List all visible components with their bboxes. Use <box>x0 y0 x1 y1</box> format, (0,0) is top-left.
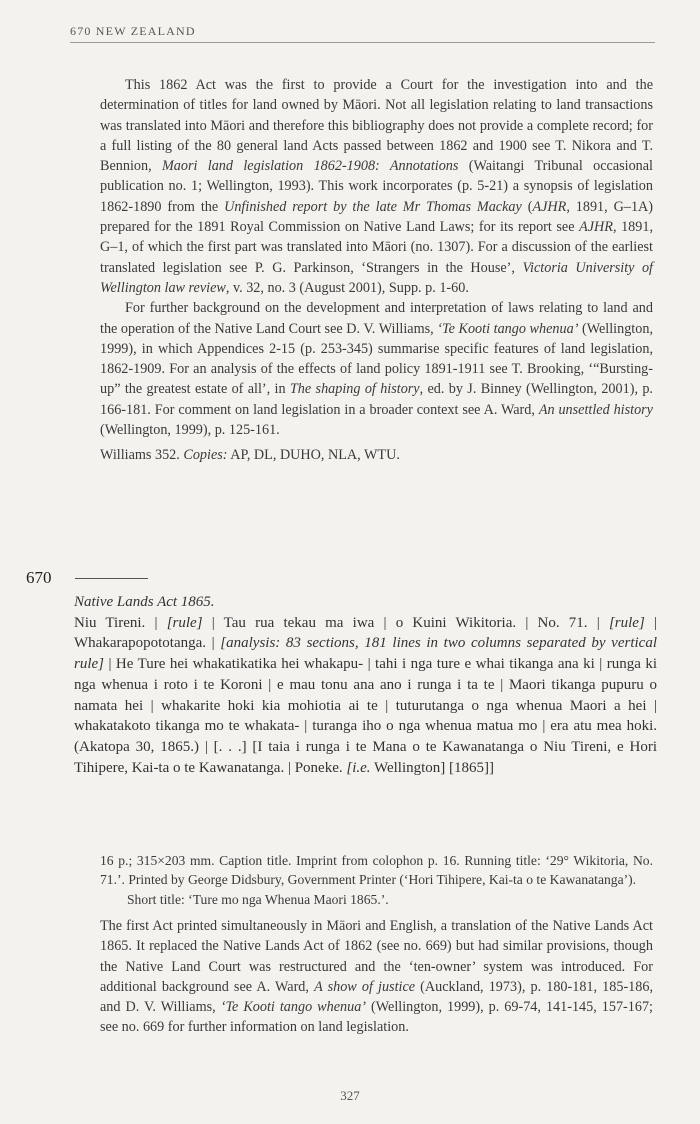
reference-citation: Williams 352. Copies: AP, DL, DUHO, NLA, WTU. <box>100 447 400 464</box>
entry-title-block <box>74 592 657 778</box>
entry-transcription: Niu Tireni. | [rule] | Tau rua tekau ma iwa | o Kuini Wikitoria. | No. 71. | [rule] | Whakarapopototanga. | [analysis: 83 sections, 181 lines in two columns separated by vertical rule] | He Ture hei whakatikatika hei whakapu- | tahi i nga ture e whai tikanga ana ki | runga ki nga whenua i roto i te Koroni | e mau tonu ana ano i runga i ta te | Maori tikanga pupuru o namata hei | whakarite hoki kia mohiotia ai te | tuturutanga o nga whenua Maori a hei | whakatakoto tikanga mo te whakata- | turanga iho o nga whenua matua mo | era atu mea hoki. (Akatopa 30, 1865.) | [. . .] [I taia i runga i te Mana o te Kawanatanga o Niu Tireni, e Hori Tihipere, Kai-ta o te Kawanatanga. | Poneke. [i.e. Wellington] [1865]] <box>74 614 657 776</box>
page-number: 327 <box>340 1088 360 1103</box>
intro-notes <box>100 75 653 466</box>
intro-paragraph-2: For further background on the development and interpretation of laws relating to land and the operation of the Native Land Court see D. V. Williams, ‘Te Kooti tango whenua’ (Wellington, 1999), in which Appendices 2-15 (p. 253-345) summarise specific features of land legislation, 1862-1909. For an analysis of the effects of land policy 1891-1911 see T. Brooking, ‘“Bursting-up” the greatest estate of all’, in The shaping of history, ed. by J. Binney (Wellington, 2001), p. 166-181. For comment on land legislation in a broader context see A. Ward, An unsettled history (Wellington, 1999), p. 125-161. <box>100 300 653 439</box>
entry-notes <box>100 916 653 1038</box>
collation-text: 16 p.; 315×203 mm. Caption title. Imprint from colophon p. 16. Running title: ‘29° Wikitoria, No. 71.’. Printed by George Didsbury, Government Printer (‘Hori Tihipere, Kai-ta o te Kawanatanga’). <box>100 853 653 887</box>
intro-paragraph-1: This 1862 Act was the first to provide a Court for the investigation into and the determination of titles for land owned by Māori. Not all legislation relating to land transactions was translated into Māori and therefore this bibliography does not provide a complete record; for a full listing of the 80 general land Acts passed between 1862 and 1900 see T. Nikora and T. Bennion, Maori land legislation 1862-1908: Annotations (Waitangi Tribunal occasional publication no. 1; Wellington, 1993). This work incorporates (p. 5-21) a synopsis of legislation 1862-1890 from the Unfinished report by the late Mr Thomas Mackay (AJHR, 1891, G–1A) prepared for the 1891 Royal Commission on Native Land Laws; for its report see AJHR, 1891, G–1, of which the first part was translated into Māori (no. 1307). For a discussion of the earliest translated legislation see P. G. Parkinson, ‘Strangers in the House’, Victoria University of Wellington law review, v. 32, no. 3 (August 2001), Supp. p. 1-60. <box>100 77 654 296</box>
entry-number: 670 <box>26 568 52 587</box>
running-head: 670 NEW ZEALAND <box>70 24 655 43</box>
short-title: Short title: ‘Ture mo nga Whenua Maori 1865.’. <box>127 892 389 907</box>
collation-block <box>100 851 653 909</box>
entry-title: Native Lands Act 1865. <box>74 594 215 610</box>
entry-note-paragraph: The first Act printed simultaneously in Māori and English, a translation of the Native Lands Act 1865. It replaced the Native Lands Act of 1862 (see no. 669) but had similar provisions, though the Native Land Court was restructured and the ‘ten-owner’ system was introduced. For additional background see A. Ward, A show of justice (Auckland, 1973), p. 180-181, 185-186, and D. V. Williams, ‘Te Kooti tango whenua’ (Wellington, 1999), p. 69-74, 141-145, 157-167; see no. 669 for further information on land legislation. <box>100 918 654 1036</box>
entry-rule <box>75 578 148 579</box>
